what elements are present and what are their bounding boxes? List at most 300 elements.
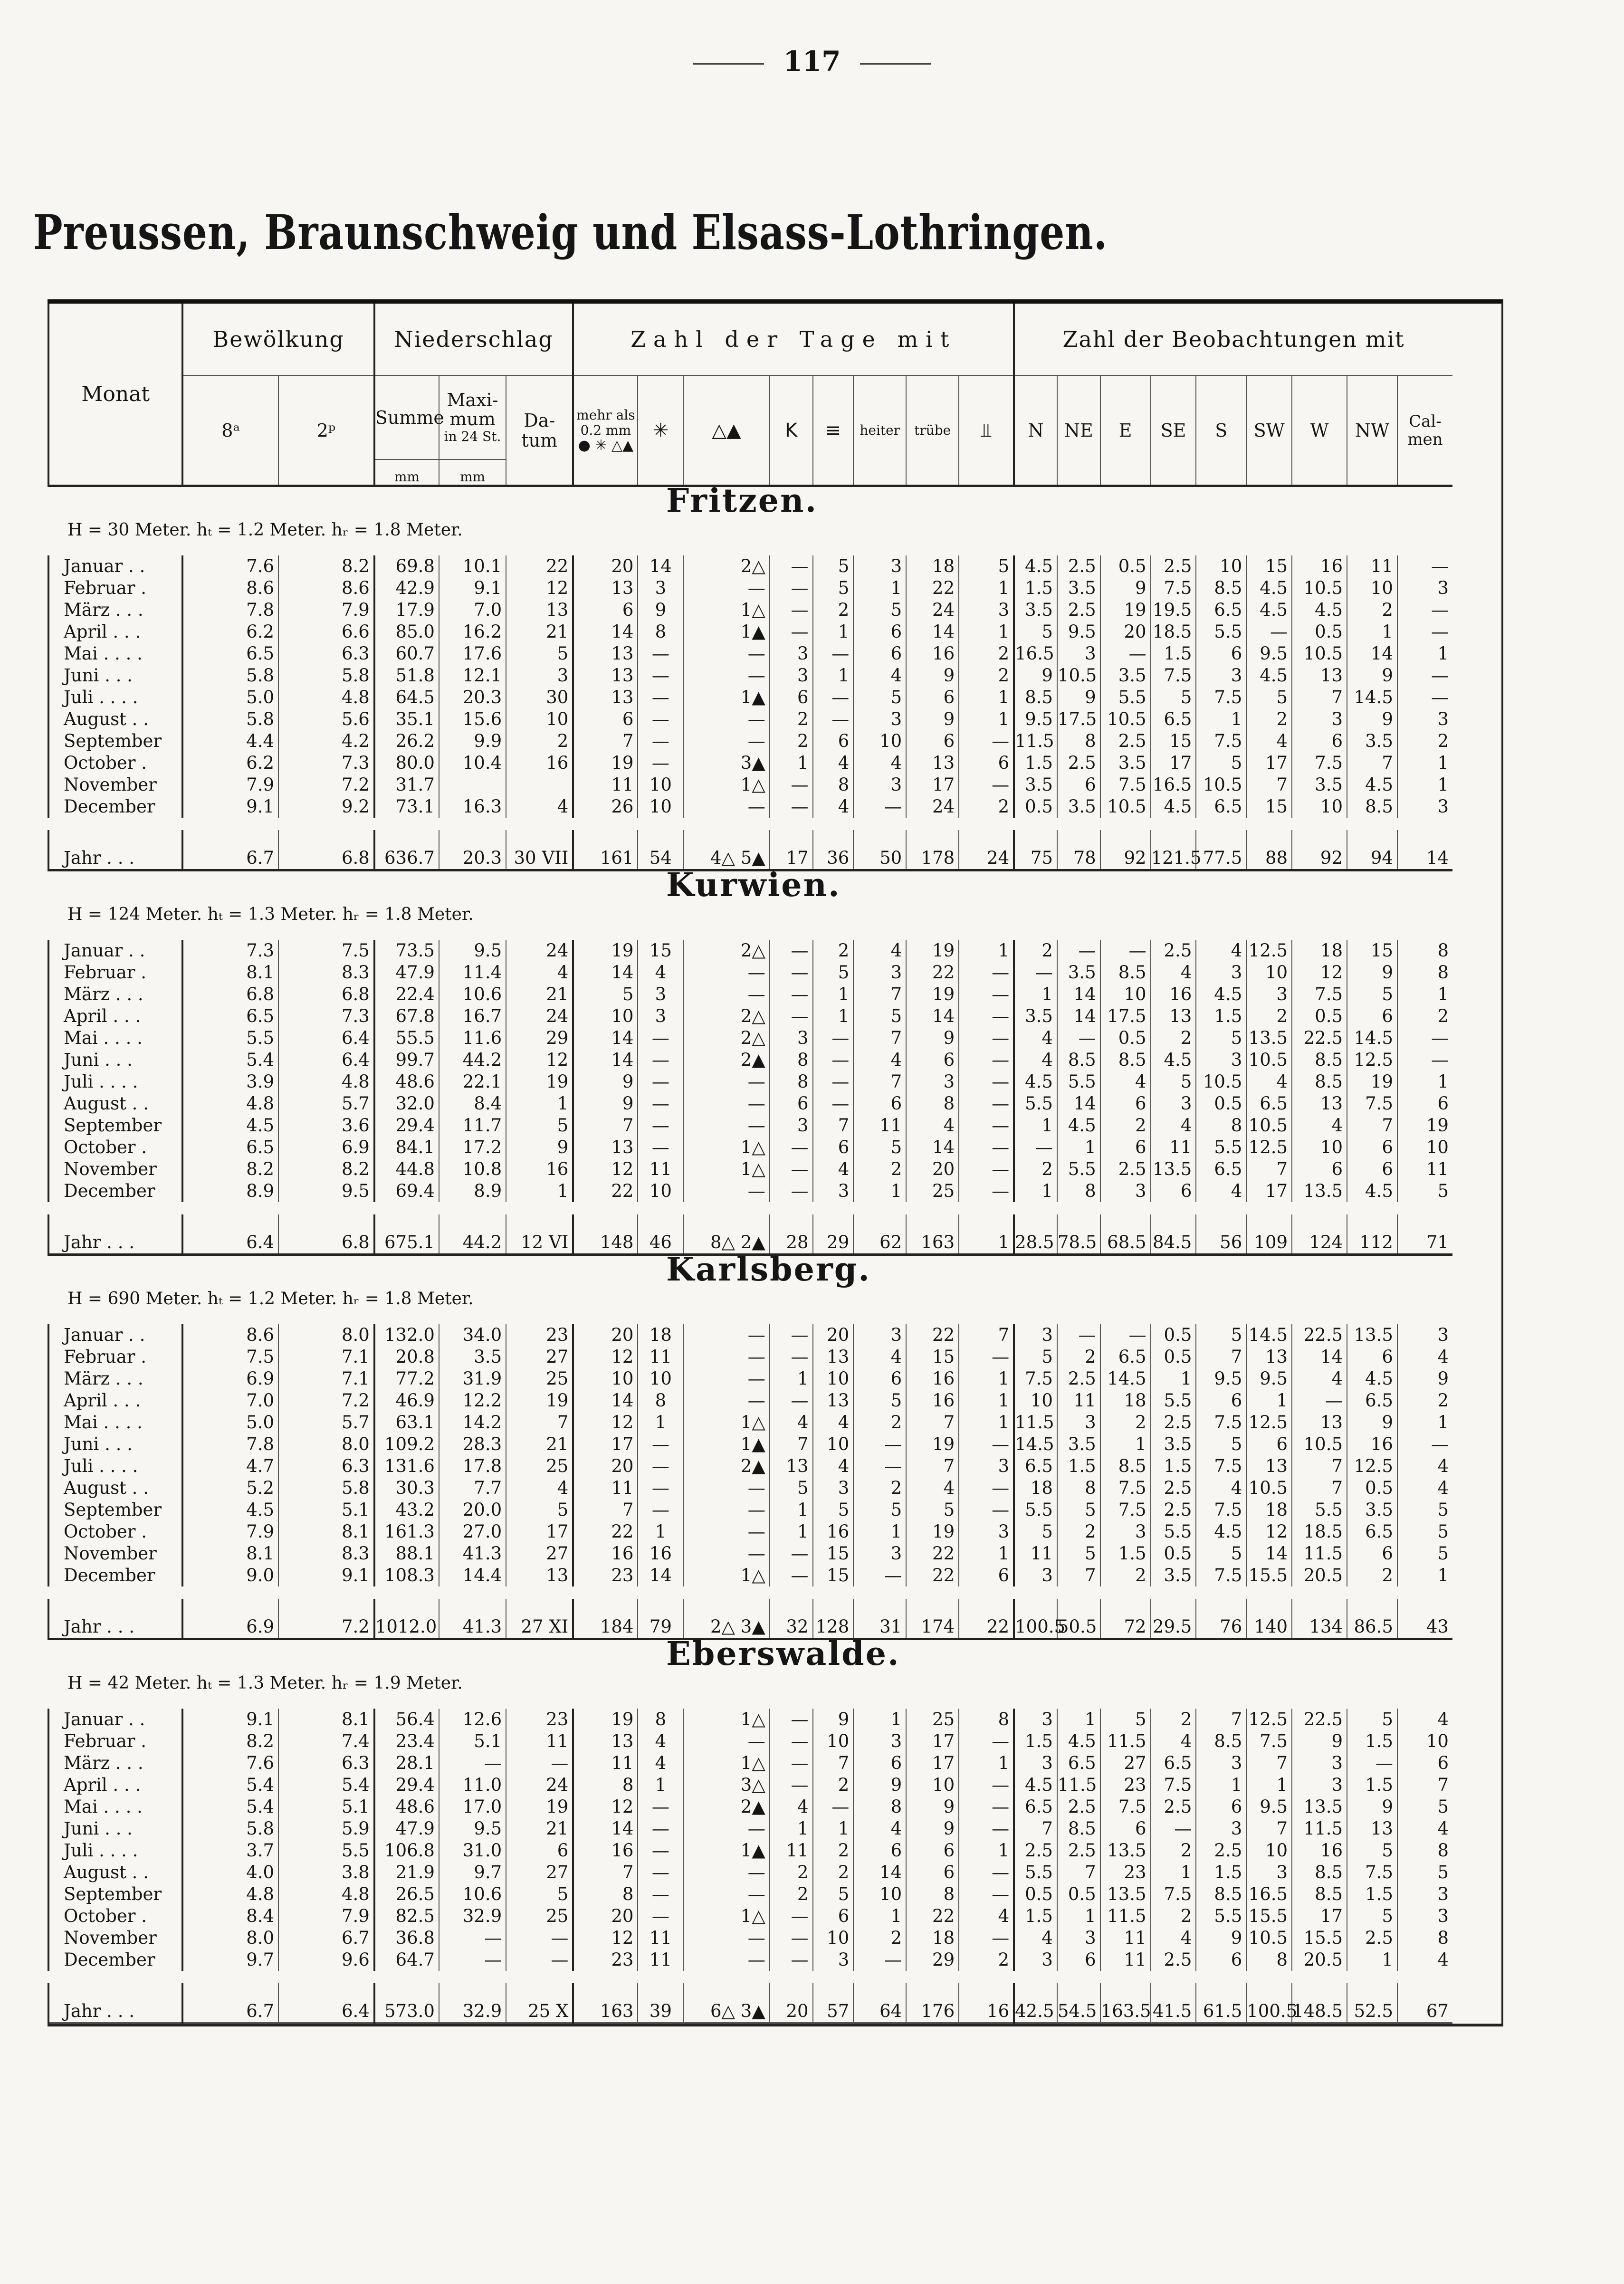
table-cell: 12 (506, 577, 573, 599)
table-cell: 4 (853, 1346, 906, 1368)
table-cell: 4.5 (1347, 774, 1397, 796)
table-cell: 11.5 (1292, 1818, 1347, 1840)
table-row (48, 1324, 1500, 1346)
table-cell: 5.8 (278, 1477, 374, 1499)
table-cell: — (683, 1927, 770, 1949)
table-cell: 13.5 (1292, 1180, 1347, 1202)
table-cell: — (770, 1709, 813, 1730)
table-cell: 4 (1014, 1927, 1057, 1949)
table-cell: 3.5 (1151, 1433, 1196, 1455)
table-cell: 6 (906, 1840, 959, 1862)
spacer-row (48, 818, 1500, 830)
spacer-cell (48, 1312, 1452, 1324)
table-cell: 163.5 (1100, 1983, 1151, 2023)
table-cell: 1 (1014, 1180, 1057, 1202)
table-cell: 42.9 (374, 577, 439, 599)
table-cell: 2.5 (1057, 1796, 1100, 1818)
month-label: September (48, 1115, 182, 1137)
table-cell: 17 (1151, 752, 1196, 774)
table-cell: 5 (1151, 687, 1196, 708)
table-cell: 27 (506, 1543, 573, 1565)
table-cell: 7.3 (182, 940, 278, 962)
table-cell: 9 (573, 1093, 638, 1115)
table-cell: 1.5 (1347, 1774, 1397, 1796)
table-row (48, 1137, 1500, 1158)
month-label: Jahr . . . (48, 1214, 182, 1255)
table-cell: 1 (1151, 1368, 1196, 1390)
table-cell: 2△ (683, 1027, 770, 1049)
table-cell: — (770, 1565, 813, 1586)
table-cell: 7.5 (1151, 1774, 1196, 1796)
table-cell: 4.0 (182, 1862, 278, 1883)
table-cell: 5 (906, 1499, 959, 1521)
table-cell: 16.5 (1246, 1883, 1292, 1905)
table-cell: 10.8 (439, 1158, 506, 1180)
table-cell: 4△ 5▲ (683, 830, 770, 870)
table-cell: 4 (770, 1796, 813, 1818)
table-cell: 8.1 (182, 1543, 278, 1565)
table-cell: 12 (573, 1412, 638, 1433)
table-cell: 3 (638, 984, 683, 1005)
table-cell: 0.5 (1100, 555, 1151, 577)
table-cell: 5 (1151, 1071, 1196, 1093)
table-cell: 2.5 (1196, 1840, 1246, 1862)
table-cell: 32.0 (374, 1093, 439, 1115)
table-cell: 9.5 (1246, 1796, 1292, 1818)
table-cell: — (683, 1883, 770, 1905)
table-cell: 8.3 (278, 1543, 374, 1565)
month-label: September (48, 730, 182, 752)
table-cell: 6 (959, 1565, 1014, 1586)
table-cell: 10 (573, 1368, 638, 1390)
table-cell: 64.5 (374, 687, 439, 708)
table-cell: 1 (1057, 1137, 1100, 1158)
table-cell: 5 (813, 962, 854, 984)
table-cell: 148.5 (1292, 1983, 1347, 2023)
header-wind-nw: NW (1347, 375, 1397, 486)
table-cell: 1△ (683, 1412, 770, 1433)
table-cell: 22 (959, 1599, 1014, 1639)
table-cell: 6.8 (278, 830, 374, 870)
table-cell: 10 (506, 708, 573, 730)
table-cell: 10 (573, 1005, 638, 1027)
table-cell: — (683, 1346, 770, 1368)
table-cell: — (1100, 643, 1151, 665)
table-cell: 92 (1292, 830, 1347, 870)
table-cell: 15 (813, 1565, 854, 1586)
table-cell: 5 (853, 1005, 906, 1027)
table-cell: 50 (853, 830, 906, 870)
table-cell: 5.5 (278, 1840, 374, 1862)
table-cell: — (770, 1390, 813, 1412)
table-cell: 9.1 (439, 577, 506, 599)
month-label: November (48, 774, 182, 796)
table-cell: 20.3 (439, 830, 506, 870)
table-cell: 7 (1246, 1158, 1292, 1180)
table-cell: 3.5 (1014, 599, 1057, 621)
table-cell: 10.5 (1100, 708, 1151, 730)
table-cell: 3 (853, 555, 906, 577)
table-cell: 24 (959, 830, 1014, 870)
table-cell: 1 (813, 665, 854, 687)
header-maximum (439, 375, 506, 459)
table-cell: 8.5 (1100, 1455, 1151, 1477)
table-row (48, 1115, 1500, 1137)
table-cell: 13 (813, 1390, 854, 1412)
table-cell: 675.1 (374, 1214, 439, 1255)
table-cell: 1 (959, 1390, 1014, 1412)
table-cell: — (1100, 940, 1151, 962)
table-cell: 12.5 (1246, 940, 1292, 962)
table-cell: 108.3 (374, 1565, 439, 1586)
table-row (48, 1499, 1500, 1521)
table-cell: 28.3 (439, 1433, 506, 1455)
table-cell: 4.5 (1014, 555, 1057, 577)
table-cell: — (770, 621, 813, 643)
table-cell: 4.5 (1292, 599, 1347, 621)
table-cell: 14 (1246, 1543, 1292, 1565)
table-cell: 1 (770, 1499, 813, 1521)
table-cell: 23 (573, 1565, 638, 1586)
table-cell: — (813, 687, 854, 708)
table-cell: — (959, 1883, 1014, 1905)
table-cell: 5 (1437, 1181, 1449, 1201)
table-cell: 62 (853, 1214, 906, 1255)
table-cell: 4 (506, 796, 573, 818)
table-cell: 10 (1292, 1137, 1347, 1158)
table-cell: 22 (506, 555, 573, 577)
table-cell: 8.5 (1292, 1049, 1347, 1071)
table-cell: — (959, 1862, 1014, 1883)
table-cell: 8 (1196, 1115, 1246, 1137)
table-cell: 10 (1014, 1390, 1057, 1412)
table-cell: 14 (573, 1027, 638, 1049)
table-cell: 13 (1347, 1818, 1397, 1840)
storm-icon: ⫫ (959, 375, 1014, 486)
month-label: Januar . . (48, 1709, 182, 1730)
table-cell: 21.9 (374, 1862, 439, 1883)
table-cell: 7 (1246, 1752, 1292, 1774)
month-label: Juni . . . (48, 665, 182, 687)
header-niederschlag: Niederschlag (374, 304, 573, 375)
table-cell: 30 (506, 687, 573, 708)
table-cell: 8.5 (1347, 796, 1397, 818)
station-header-cell (48, 1635, 1452, 1697)
table-cell: 8.2 (278, 555, 374, 577)
table-cell: 3 (770, 1115, 813, 1137)
table-cell: 5.8 (182, 1818, 278, 1840)
table-cell: 13 (1292, 665, 1347, 687)
table-cell: 3 (1100, 1521, 1151, 1543)
table-cell: 4 (813, 1412, 854, 1433)
table-cell: 4 (1100, 1071, 1151, 1093)
table-cell: 17 (906, 1730, 959, 1752)
table-row (48, 1027, 1500, 1049)
table-cell: 6 (1100, 1818, 1151, 1840)
table-cell: 6 (1151, 1180, 1196, 1202)
table-cell: 4.8 (182, 1093, 278, 1115)
table-cell: 41.5 (1151, 1983, 1196, 2023)
table-cell: 4 (1014, 1027, 1057, 1049)
table-cell: 8.0 (182, 1927, 278, 1949)
table-cell: — (1431, 1434, 1449, 1454)
table-cell: 3.5 (1347, 730, 1397, 752)
table-cell: 11.5 (1057, 1774, 1100, 1796)
table-cell: 4 (1292, 1115, 1347, 1137)
table-cell: 22 (906, 577, 959, 599)
table-cell: 6.2 (182, 752, 278, 774)
table-cell: — (959, 962, 1014, 984)
table-cell: 26.5 (374, 1883, 439, 1905)
table-cell: 10 (638, 1180, 683, 1202)
table-cell: 9 (906, 1027, 959, 1049)
table-cell: 21 (506, 621, 573, 643)
station-height-info: H = 690 Meter. hₜ = 1.2 Meter. hᵣ = 1.8 Meter. (67, 1289, 474, 1309)
table-cell: 7.5 (1014, 1368, 1057, 1390)
table-cell: 7.5 (1196, 1499, 1246, 1521)
month-label: August . . (48, 1862, 182, 1883)
table-cell: 9 (906, 1818, 959, 1840)
table-cell: 22 (906, 1543, 959, 1565)
table-cell: 22 (906, 1905, 959, 1927)
table-cell: 2 (1437, 731, 1449, 751)
table-cell: — (1431, 600, 1449, 620)
table-cell: — (683, 1862, 770, 1883)
table-cell: 6.8 (278, 1214, 374, 1255)
table-cell: 75 (1014, 830, 1057, 870)
table-cell: 7.5 (1100, 1477, 1151, 1499)
table-cell: 7.5 (1196, 687, 1246, 708)
table-cell: 3 (959, 1455, 1014, 1477)
table-cell: 6.3 (278, 643, 374, 665)
table-cell: 1 (853, 577, 906, 599)
table-cell: 3.5 (1100, 752, 1151, 774)
month-label: April . . . (48, 1390, 182, 1412)
table-cell: 8 (1437, 1840, 1449, 1861)
table-cell: 15 (813, 1543, 854, 1565)
table-cell: 43.2 (374, 1499, 439, 1521)
table-cell: 2 (813, 1774, 854, 1796)
table-cell: 8.3 (278, 962, 374, 984)
table-cell: 6.4 (278, 1027, 374, 1049)
table-cell: 5.4 (182, 1774, 278, 1796)
table-cell: 11 (1347, 555, 1397, 577)
station-height-info: H = 124 Meter. hₜ = 1.3 Meter. hᵣ = 1.8 Meter. (67, 905, 474, 924)
table-cell: 17 (1246, 752, 1292, 774)
table-cell: 26 (573, 796, 638, 818)
table-cell: 4.5 (1196, 1521, 1246, 1543)
table-cell: 6 (853, 1093, 906, 1115)
table-row (48, 665, 1500, 687)
table-cell: 14.5 (1100, 1368, 1151, 1390)
table-cell: 2▲ (683, 1049, 770, 1071)
table-cell: 25 (506, 1905, 573, 1927)
month-label: Januar . . (48, 1324, 182, 1346)
table-cell: — (770, 1730, 813, 1752)
table-cell: 18 (638, 1324, 683, 1346)
table-cell: 10 (1100, 984, 1151, 1005)
table-row (48, 621, 1500, 643)
table-cell: 1 (959, 1368, 1014, 1390)
table-cell: 5 (813, 577, 854, 599)
table-cell: 7 (1347, 1115, 1397, 1137)
month-label: September (48, 1883, 182, 1905)
table-cell: 7.5 (1347, 1862, 1397, 1883)
table-cell: 15 (1347, 940, 1397, 962)
table-cell: 5 (813, 1499, 854, 1521)
table-cell: 7.9 (278, 1905, 374, 1927)
table-cell: 3 (853, 1324, 906, 1346)
table-cell: 6 (853, 1368, 906, 1390)
month-label: October . (48, 752, 182, 774)
table-cell: 17.5 (1100, 1005, 1151, 1027)
table-cell: 1▲ (683, 1433, 770, 1455)
month-label: Juli . . . . (48, 1071, 182, 1093)
spacer-cell (48, 818, 1452, 830)
table-cell: 100.5 (1246, 1983, 1292, 2023)
table-cell: 11 (573, 1477, 638, 1499)
month-label: Januar . . (48, 555, 182, 577)
table-cell: 7.5 (1347, 1093, 1397, 1115)
table-cell: 5 (506, 643, 573, 665)
table-cell: 15 (1246, 796, 1292, 818)
table-cell: 4 (853, 752, 906, 774)
table-cell: 14 (853, 1862, 906, 1883)
table-cell: 1 (1437, 1412, 1449, 1433)
table-cell: 7 (813, 1115, 854, 1137)
table-cell: 5.0 (182, 687, 278, 708)
table-cell: 4 (638, 1730, 683, 1752)
table-cell: 64.7 (374, 1949, 439, 1971)
table-cell: — (638, 665, 683, 687)
table-cell: 3.7 (182, 1840, 278, 1862)
table-cell: 7.5 (1196, 1412, 1246, 1433)
table-cell: 4.5 (1057, 1730, 1100, 1752)
table-cell: 8.5 (1057, 1818, 1100, 1840)
table-cell: 3△ (683, 1774, 770, 1796)
table-cell: 25 (906, 1180, 959, 1202)
table-cell: 4 (1151, 1730, 1196, 1752)
table-cell: 5 (1100, 1709, 1151, 1730)
table-cell: 13 (906, 752, 959, 774)
table-cell: 9 (573, 1071, 638, 1093)
table-cell: 13 (1292, 1412, 1347, 1433)
table-cell: 19 (506, 1390, 573, 1412)
page-title: Preussen, Braunschweig und Elsass-Lothringen. (33, 204, 1108, 260)
table-cell: 8.1 (278, 1521, 374, 1543)
table-cell: 3.5 (1347, 1499, 1397, 1521)
table-cell: 15.5 (1292, 1927, 1347, 1949)
table-cell (506, 774, 573, 796)
table-cell: 9 (1100, 577, 1151, 599)
table-cell: — (683, 1730, 770, 1752)
table-cell: — (959, 1927, 1014, 1949)
table-cell: 13 (573, 1730, 638, 1752)
table-cell: 2 (1151, 1905, 1196, 1927)
station-name: Eberswalde. (666, 1635, 900, 1673)
table-cell: 12 (573, 1158, 638, 1180)
table-cell: — (638, 1840, 683, 1862)
table-cell: 36.8 (374, 1927, 439, 1949)
table-cell: 11.7 (439, 1115, 506, 1137)
table-cell: 7 (573, 1499, 638, 1521)
table-cell: 14 (573, 1049, 638, 1071)
table-cell: 69.8 (374, 555, 439, 577)
header-maximum-label: Maxi- mum (447, 390, 498, 430)
month-label: Juli . . . . (48, 687, 182, 708)
table-cell: 5.5 (1292, 1499, 1347, 1521)
table-cell: — (813, 708, 854, 730)
table-cell: 4.5 (1151, 796, 1196, 818)
table-cell: 25 (506, 1368, 573, 1390)
table-cell: — (683, 730, 770, 752)
table-cell: 13 (573, 665, 638, 687)
table-cell: 73.5 (374, 940, 439, 962)
table-cell: 14 (1057, 1093, 1100, 1115)
table-cell: 2 (1246, 708, 1292, 730)
table-cell: 1 (1014, 1115, 1057, 1137)
table-cell: 10.5 (1246, 1477, 1292, 1499)
table-cell: 5.5 (1196, 621, 1246, 643)
table-cell: 88.1 (374, 1543, 439, 1565)
table-cell: 16 (1292, 555, 1347, 577)
table-cell: 13 (1246, 1455, 1292, 1477)
month-label: März . . . (48, 1752, 182, 1774)
table-cell: 3 (770, 665, 813, 687)
table-cell: 5.1 (278, 1499, 374, 1521)
table-cell: — (1057, 1324, 1100, 1346)
table-cell: — (638, 752, 683, 774)
table-cell: 5 (1437, 1521, 1449, 1542)
table-cell: 3 (1100, 1180, 1151, 1202)
table-cell: 92 (1100, 830, 1151, 870)
table-cell: 11 (638, 1158, 683, 1180)
table-cell: 8 (1057, 1180, 1100, 1202)
table-cell: 2 (1347, 1565, 1397, 1586)
table-cell: 7 (1246, 1818, 1292, 1840)
table-cell: 0.5 (1057, 1883, 1100, 1905)
table-cell: 7 (1057, 1565, 1100, 1586)
table-cell: 20.8 (374, 1346, 439, 1368)
table-cell: 8.5 (1292, 1883, 1347, 1905)
table-cell: — (813, 643, 854, 665)
table-cell: 28.1 (374, 1752, 439, 1774)
month-label: November (48, 1927, 182, 1949)
table-cell: 85.0 (374, 621, 439, 643)
table-cell: 10.5 (1292, 1433, 1347, 1455)
table-cell: 3 (1014, 1949, 1057, 1971)
table-cell: 4 (906, 1477, 959, 1499)
table-cell: — (1431, 1028, 1449, 1048)
table-cell: — (683, 1521, 770, 1543)
table-cell: 9 (1196, 1927, 1246, 1949)
table-cell: 6 (853, 643, 906, 665)
table-cell: 4 (813, 796, 854, 818)
month-label: November (48, 1543, 182, 1565)
table-cell: 9.0 (182, 1565, 278, 1586)
table-cell: 10 (1347, 577, 1397, 599)
table-cell: — (683, 1071, 770, 1093)
table-cell: 11 (1151, 1137, 1196, 1158)
table-cell: 7 (906, 1455, 959, 1477)
table-cell: 7.5 (1100, 1499, 1151, 1521)
table-cell: 5 (959, 555, 1014, 577)
table-cell: 3 (1196, 665, 1246, 687)
table-cell: 7 (853, 984, 906, 1005)
table-cell: 1 (770, 1521, 813, 1543)
table-cell: 1 (1437, 1071, 1449, 1092)
table-cell: 6 (906, 687, 959, 708)
